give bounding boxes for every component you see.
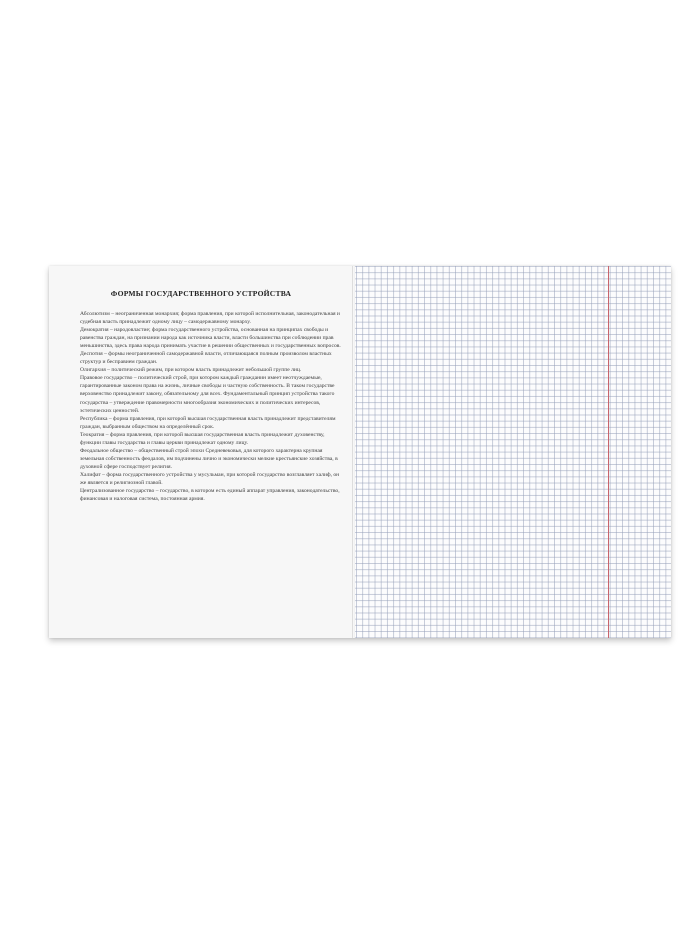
page-title: ФОРМЫ ГОСУДАРСТВЕННОГО УСТРОЙСТВА (110, 289, 292, 298)
margin-line (608, 266, 609, 638)
term-entry: Демократия – народовластие; форма государственного устройства, основанная на принципах свободы и равенства граждан, на признании народа как источника власти, власти большинства при соблюдении прав меньшинства, здесь права народа принимать участие в решении общественных и государственных вопросов. (80, 327, 341, 350)
term-entry: Деспотия – формы неограниченной самодержавной власти, отличающаяся полным произволом властных структур и бесправием граждан. (80, 351, 332, 366)
term-entry: Теократия – форма правления, при которой высшая государственная власть принадлежит духовенству, функции главы государства и главы церкви принадлежат одному лицу. (80, 431, 325, 446)
grid-page (355, 266, 671, 638)
notebook-spread (49, 266, 671, 638)
term-entry: Абсолютизм – неограниченная монархия; форма правления, при которой исполнительная, законодательная и судебная власть принадлежит одному лицу – самодержавному монарху. (80, 311, 340, 326)
term-entry: Олигархия – политический режим, при котором власть принадлежит небольшой группе лиц. (80, 367, 302, 374)
term-entry: Республика – форма правления, при которой высшая государственная власть принадлежит представителям граждан, выбранным обществом на определённый срок. (80, 415, 336, 430)
term-entry: Феодальное общество – общественный строй эпохи Средневековья, для которого характерна крупная земельная собственность феодалов, им подчинены лично и экономически мелкие крестьянские хозяйства, в духовной сфере господствует религия. (80, 447, 338, 470)
term-entry: Централизованное государство – государство, в котором есть единый аппарат управления, законодательство, финансовая и налоговая система, постоянная армия. (80, 488, 340, 503)
left-page (49, 266, 353, 638)
terms-list (80, 310, 342, 503)
term-entry: Правовое государство – политический строй, при котором каждый гражданин имеет неотчуждаемые, гарантированные законом права на жизнь, личные свободы и частную собственность. В таком государстве верховенство принадлежит закону, обязательному для всех. Фундаментальный принцип устройства такого государства – утверждение правомерности многообразия экономических и политических интересов, эстетических ценностей. (80, 375, 335, 414)
term-entry: Халифат – форма государственного устройства у мусульман, при которой государство возглавляет халиф, он же является и религиозной главой. (80, 471, 340, 486)
